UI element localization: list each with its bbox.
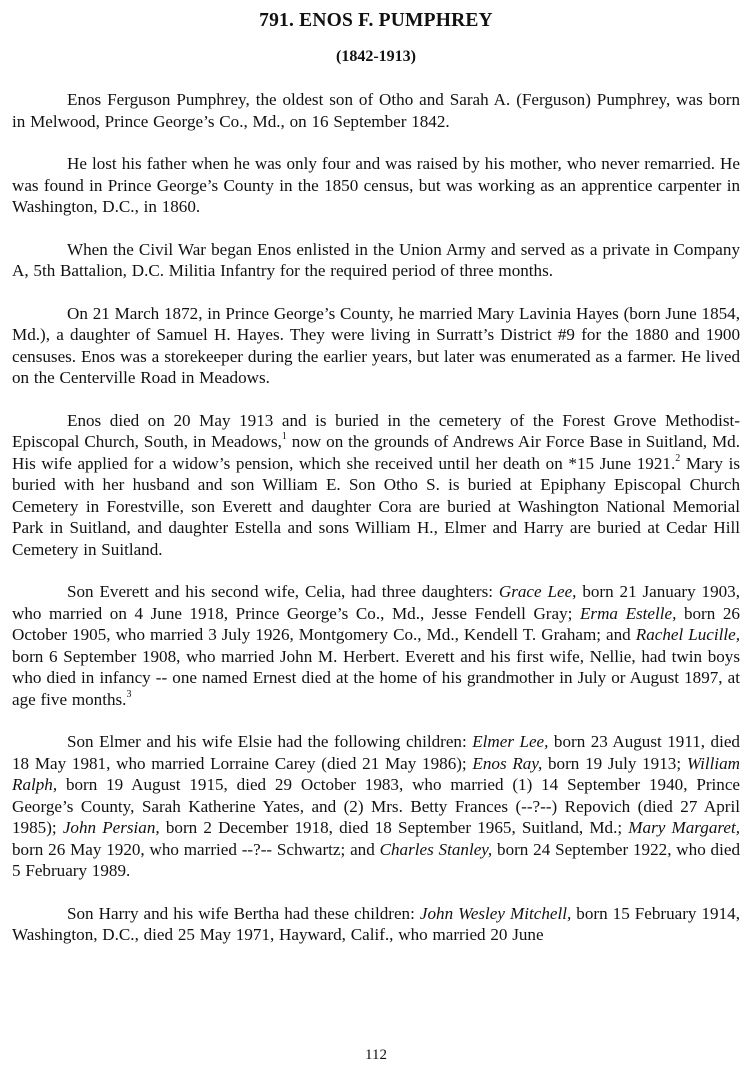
page-number: 112 bbox=[365, 1047, 387, 1063]
text-run: Son Harry and his wife Bertha had these children: bbox=[67, 903, 420, 923]
text-run: born 26 May 1920, who married --?-- Schwartz; and bbox=[12, 839, 380, 859]
text-run: Son Everett and his second wife, Celia, had three daughters: bbox=[67, 582, 499, 601]
footnote-marker: 1 bbox=[281, 431, 287, 443]
person-name: Mary Margaret, bbox=[628, 818, 741, 837]
text-run: born 15 February 1914, Washington, D.C., died 25 May 1971, Hayward, Calif., who married 20 June bbox=[12, 903, 740, 944]
text-run: Enos Ferguson Pumphrey, the oldest son of Otho and Sarah A. (Ferguson) Pumphrey, was born in Melwood, Prince George’s Co., Md., on 16 September 1842. bbox=[12, 90, 740, 131]
life-dates: (1842-1913) bbox=[336, 48, 416, 65]
text-run: born 19 August 1915, died 29 October 1983, who married (1) 14 September 1940, Prince George’s County, Sarah Katherine Yates, and (2) Mrs. Betty Frances (--?--) Repovich (died 27 April 1985); bbox=[12, 775, 740, 837]
document-page bbox=[12, 0, 740, 1076]
person-name: William Ralph, bbox=[12, 753, 740, 794]
person-name: John Persian, bbox=[62, 818, 160, 837]
text-run: Son Elmer and his wife Elsie had the following children: bbox=[67, 732, 473, 751]
text-run: born 21 January 1903, who married on 4 June 1918, Prince George’s Co., Md., Jesse Fendell Gray; bbox=[12, 582, 740, 623]
text-run: born 26 October 1905, who married 3 July 1926, Montgomery Co., Md., Kendell T. Graham; and bbox=[12, 603, 740, 644]
text-run: now on the grounds of Andrews Air Force Base in Suitland, Md. His wife applied for a widow’s pension, which she received until her death on *15 June 1921. bbox=[12, 432, 740, 473]
paragraph-birth bbox=[12, 89, 740, 132]
paragraph-marriage bbox=[12, 303, 740, 389]
body-text bbox=[12, 89, 740, 967]
text-run: born 19 July 1913; bbox=[542, 753, 687, 773]
text-run: born 23 August 1911, died 18 May 1981, who married Lorraine Carey (died 21 May 1986); bbox=[12, 732, 740, 773]
page-title: 791. ENOS F. PUMPHREY bbox=[259, 10, 493, 31]
text-run: born 6 September 1908, who married John M. Herbert. Everett and his first wife, Nellie, had twin boys who died in infancy -- one named Ernest died at the home of his grandmother in July or August 1897, at age five months. bbox=[12, 646, 740, 709]
text-run: He lost his father when he was only four and was raised by his mother, who never remarried. He was found in Prince George’s County in the 1850 census, but was working as an apprentice carpenter in Washington, D.C., in 1860. bbox=[12, 154, 740, 216]
text-run: When the Civil War began Enos enlisted in the Union Army and served as a private in Company A, 5th Battalion, D.C. Militia Infantry for the required period of three months. bbox=[12, 239, 740, 280]
text-run: born 24 September 1922, who died 5 February 1989. bbox=[12, 839, 740, 880]
paragraph-elmer-family bbox=[12, 731, 740, 882]
paragraph-everett-family bbox=[12, 581, 740, 710]
paragraph-death-burial bbox=[12, 410, 740, 561]
paragraph-civil-war bbox=[12, 239, 740, 282]
person-name: Charles Stanley, bbox=[379, 839, 493, 859]
footnote-marker: 2 bbox=[675, 452, 681, 464]
paragraph-harry-family bbox=[12, 903, 740, 946]
text-run: born 2 December 1918, died 18 September 1965, Suitland, Md.; bbox=[159, 818, 629, 837]
text-run: Enos died on 20 May 1913 and is buried in the cemetery of the Forest Grove Methodist-Episcopal Church, South, in Meadows, bbox=[12, 410, 740, 451]
person-name: Elmer Lee, bbox=[472, 732, 549, 751]
person-name: Erma Estelle, bbox=[579, 603, 677, 623]
person-name: Enos Ray, bbox=[472, 753, 543, 773]
footnote-marker: 3 bbox=[126, 688, 132, 700]
text-run: On 21 March 1872, in Prince George’s County, he married Mary Lavinia Hayes (born June 1854, Md.), a daughter of Samuel H. Hayes. They were living in Surratt’s District #9 for the 1880 and 1900 censuses. Enos was a storekeeper during the earlier years, but later was enumerated as a farmer. He lived on the Centerville Road in Meadows. bbox=[12, 303, 740, 387]
person-name: Rachel Lucille, bbox=[635, 625, 740, 644]
person-name: John Wesley Mitchell, bbox=[419, 903, 572, 923]
person-name: Grace Lee, bbox=[498, 582, 577, 601]
paragraph-early-life bbox=[12, 153, 740, 218]
text-run: Mary is buried with her husband and son William E. Son Otho S. is buried at Epiphany Episcopal Church Cemetery in Forestville, son Everett and daughter Cora are buried at Washington National Memorial Park in Suitland, and daughter Estella and sons William H., Elmer and Harry are buried at Cedar Hill Cemetery in Suitland. bbox=[12, 453, 740, 559]
